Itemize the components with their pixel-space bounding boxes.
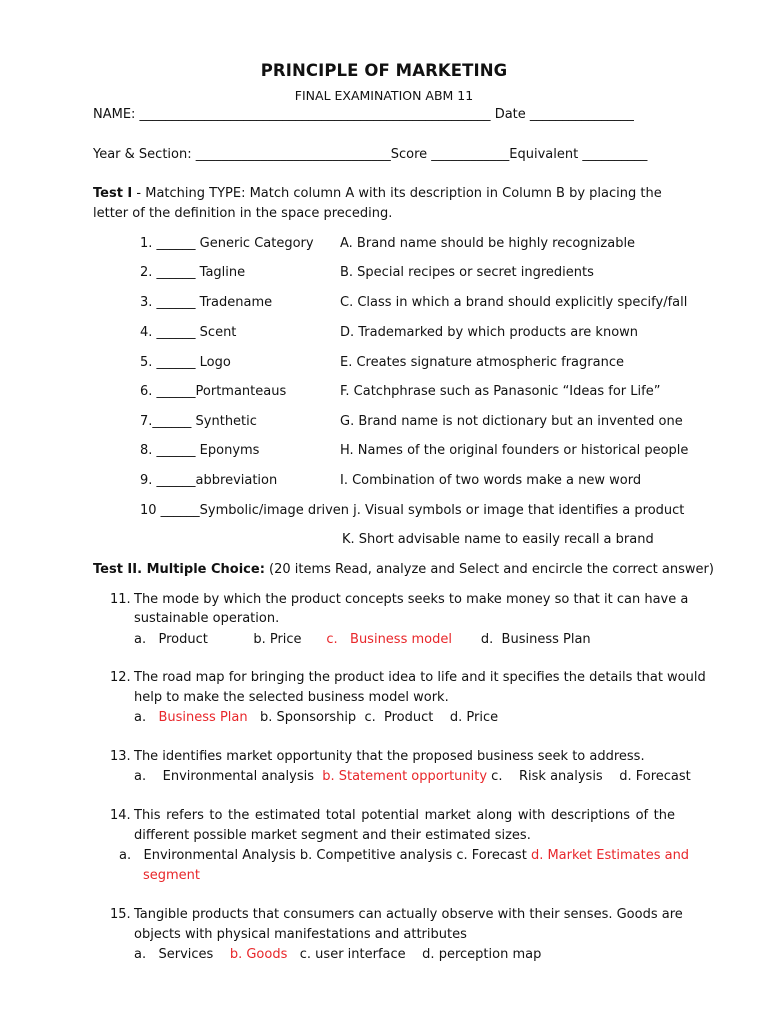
answer-choices bbox=[134, 631, 591, 649]
column-a-item: 5. ______ Logo bbox=[140, 355, 231, 370]
choice-a-b-c[interactable]: a. Environmental Analysis b. Competitive analysis c. Forecast bbox=[119, 848, 531, 863]
column-b-item: G. Brand name is not dictionary but an invented one bbox=[340, 414, 683, 429]
choice-d-correct-continued: segment bbox=[143, 868, 201, 883]
question-text: objects with physical manifestations and attributes bbox=[134, 927, 467, 942]
test2-label: Test II. Multiple Choice: bbox=[93, 562, 265, 577]
column-b-item: H. Names of the original founders or historical people bbox=[340, 443, 689, 458]
question-number: 11. bbox=[110, 592, 131, 607]
column-a-item: 8. ______ Eponyms bbox=[140, 443, 260, 458]
question-text: The road map for bringing the product idea to life and it specifies the details that would bbox=[134, 670, 706, 685]
name-date-line: NAME: ______________________________________________________ Date ________________ bbox=[93, 107, 634, 122]
exam-subtitle: FINAL EXAMINATION ABM 11 bbox=[294, 88, 474, 103]
question-number: 15. bbox=[110, 907, 131, 922]
column-b-item: I. Combination of two words make a new word bbox=[340, 473, 642, 488]
choice-b-c-d[interactable]: b. Sponsorship c. Product d. Price bbox=[247, 710, 499, 725]
answer-choices bbox=[134, 946, 541, 964]
question-text: Tangible products that consumers can actually observe with their senses. Goods are bbox=[134, 907, 683, 922]
test1-instructions-text: - Matching TYPE: Match column A with its description in Column B by placing the bbox=[132, 186, 662, 201]
column-b-item: D. Trademarked by which products are known bbox=[340, 325, 639, 340]
column-a-item: 6. ______Portmanteaus bbox=[140, 384, 287, 399]
column-b-item: A. Brand name should be highly recognizable bbox=[340, 236, 636, 251]
column-b-item: F. Catchphrase such as Panasonic “Ideas for Life” bbox=[340, 384, 661, 399]
choice-b-correct[interactable]: b. Goods bbox=[229, 947, 288, 962]
answer-choices bbox=[134, 709, 498, 727]
column-b-item: B. Special recipes or secret ingredients bbox=[340, 265, 594, 280]
question-text: The identifies market opportunity that the proposed business seek to address. bbox=[134, 749, 645, 764]
choice-a[interactable]: a. Product bbox=[134, 632, 254, 647]
question-number: 13. bbox=[110, 749, 131, 764]
question-text: This refers to the estimated total potential market along with descriptions of the bbox=[134, 808, 675, 823]
choice-d-correct[interactable]: d. Market Estimates and bbox=[530, 848, 690, 863]
question-text: help to make the selected business model work. bbox=[134, 690, 449, 705]
question-text: sustainable operation. bbox=[134, 611, 280, 626]
choice-a[interactable]: a. Environmental analysis bbox=[134, 769, 323, 784]
question-text: The mode by which the product concepts seeks to make money so that it can have a bbox=[134, 592, 689, 607]
column-a-item: 3. ______ Tradename bbox=[140, 295, 273, 310]
choice-label-a: a. bbox=[134, 710, 159, 725]
column-b-item: E. Creates signature atmospheric fragrance bbox=[340, 355, 624, 370]
choice-b-correct[interactable]: b. Statement opportunity bbox=[322, 769, 488, 784]
column-a-item: 9. ______abbreviation bbox=[140, 473, 278, 488]
choice-d[interactable]: d. Business Plan bbox=[451, 632, 591, 647]
test2-instructions bbox=[93, 561, 714, 579]
column-a-item: 10 ______Symbolic/image driven j. Visual symbols or image that identifies a product bbox=[140, 503, 685, 518]
choice-c-d[interactable]: c. user interface d. perception map bbox=[287, 947, 542, 962]
answer-choices bbox=[134, 768, 691, 786]
question-number: 12. bbox=[110, 670, 131, 685]
exam-title: PRINCIPLE OF MARKETING bbox=[260, 61, 508, 80]
column-b-item: C. Class in which a brand should explicitly specify/fall bbox=[340, 295, 688, 310]
choice-a[interactable]: a. Services bbox=[134, 947, 230, 962]
choice-b[interactable]: b. Price bbox=[253, 632, 327, 647]
test1-label: Test I bbox=[93, 186, 133, 201]
question-number: 14. bbox=[110, 808, 131, 823]
answer-choices bbox=[119, 847, 689, 865]
section-score-line: Year & Section: ______________________________Score ____________Equivalent __________ bbox=[93, 147, 648, 162]
column-a-item: 4. ______ Scent bbox=[140, 325, 237, 340]
choice-c-correct[interactable]: c. Business model bbox=[326, 632, 452, 647]
choice-a-correct[interactable]: Business Plan bbox=[158, 710, 248, 725]
column-a-item: 2. ______ Tagline bbox=[140, 265, 246, 280]
choice-c-d[interactable]: c. Risk analysis d. Forecast bbox=[487, 769, 691, 784]
column-b-item: K. Short advisable name to easily recall a brand bbox=[342, 532, 654, 547]
column-a-item: 1. ______ Generic Category bbox=[140, 236, 314, 251]
column-a-item: 7.______ Synthetic bbox=[140, 414, 257, 429]
test1-instructions-line2: letter of the definition in the space preceding. bbox=[93, 206, 393, 221]
test1-instructions bbox=[93, 185, 662, 203]
question-text: different possible market segment and their estimated sizes. bbox=[134, 828, 531, 843]
test2-instructions-text: (20 items Read, analyze and Select and encircle the correct answer) bbox=[264, 562, 714, 577]
